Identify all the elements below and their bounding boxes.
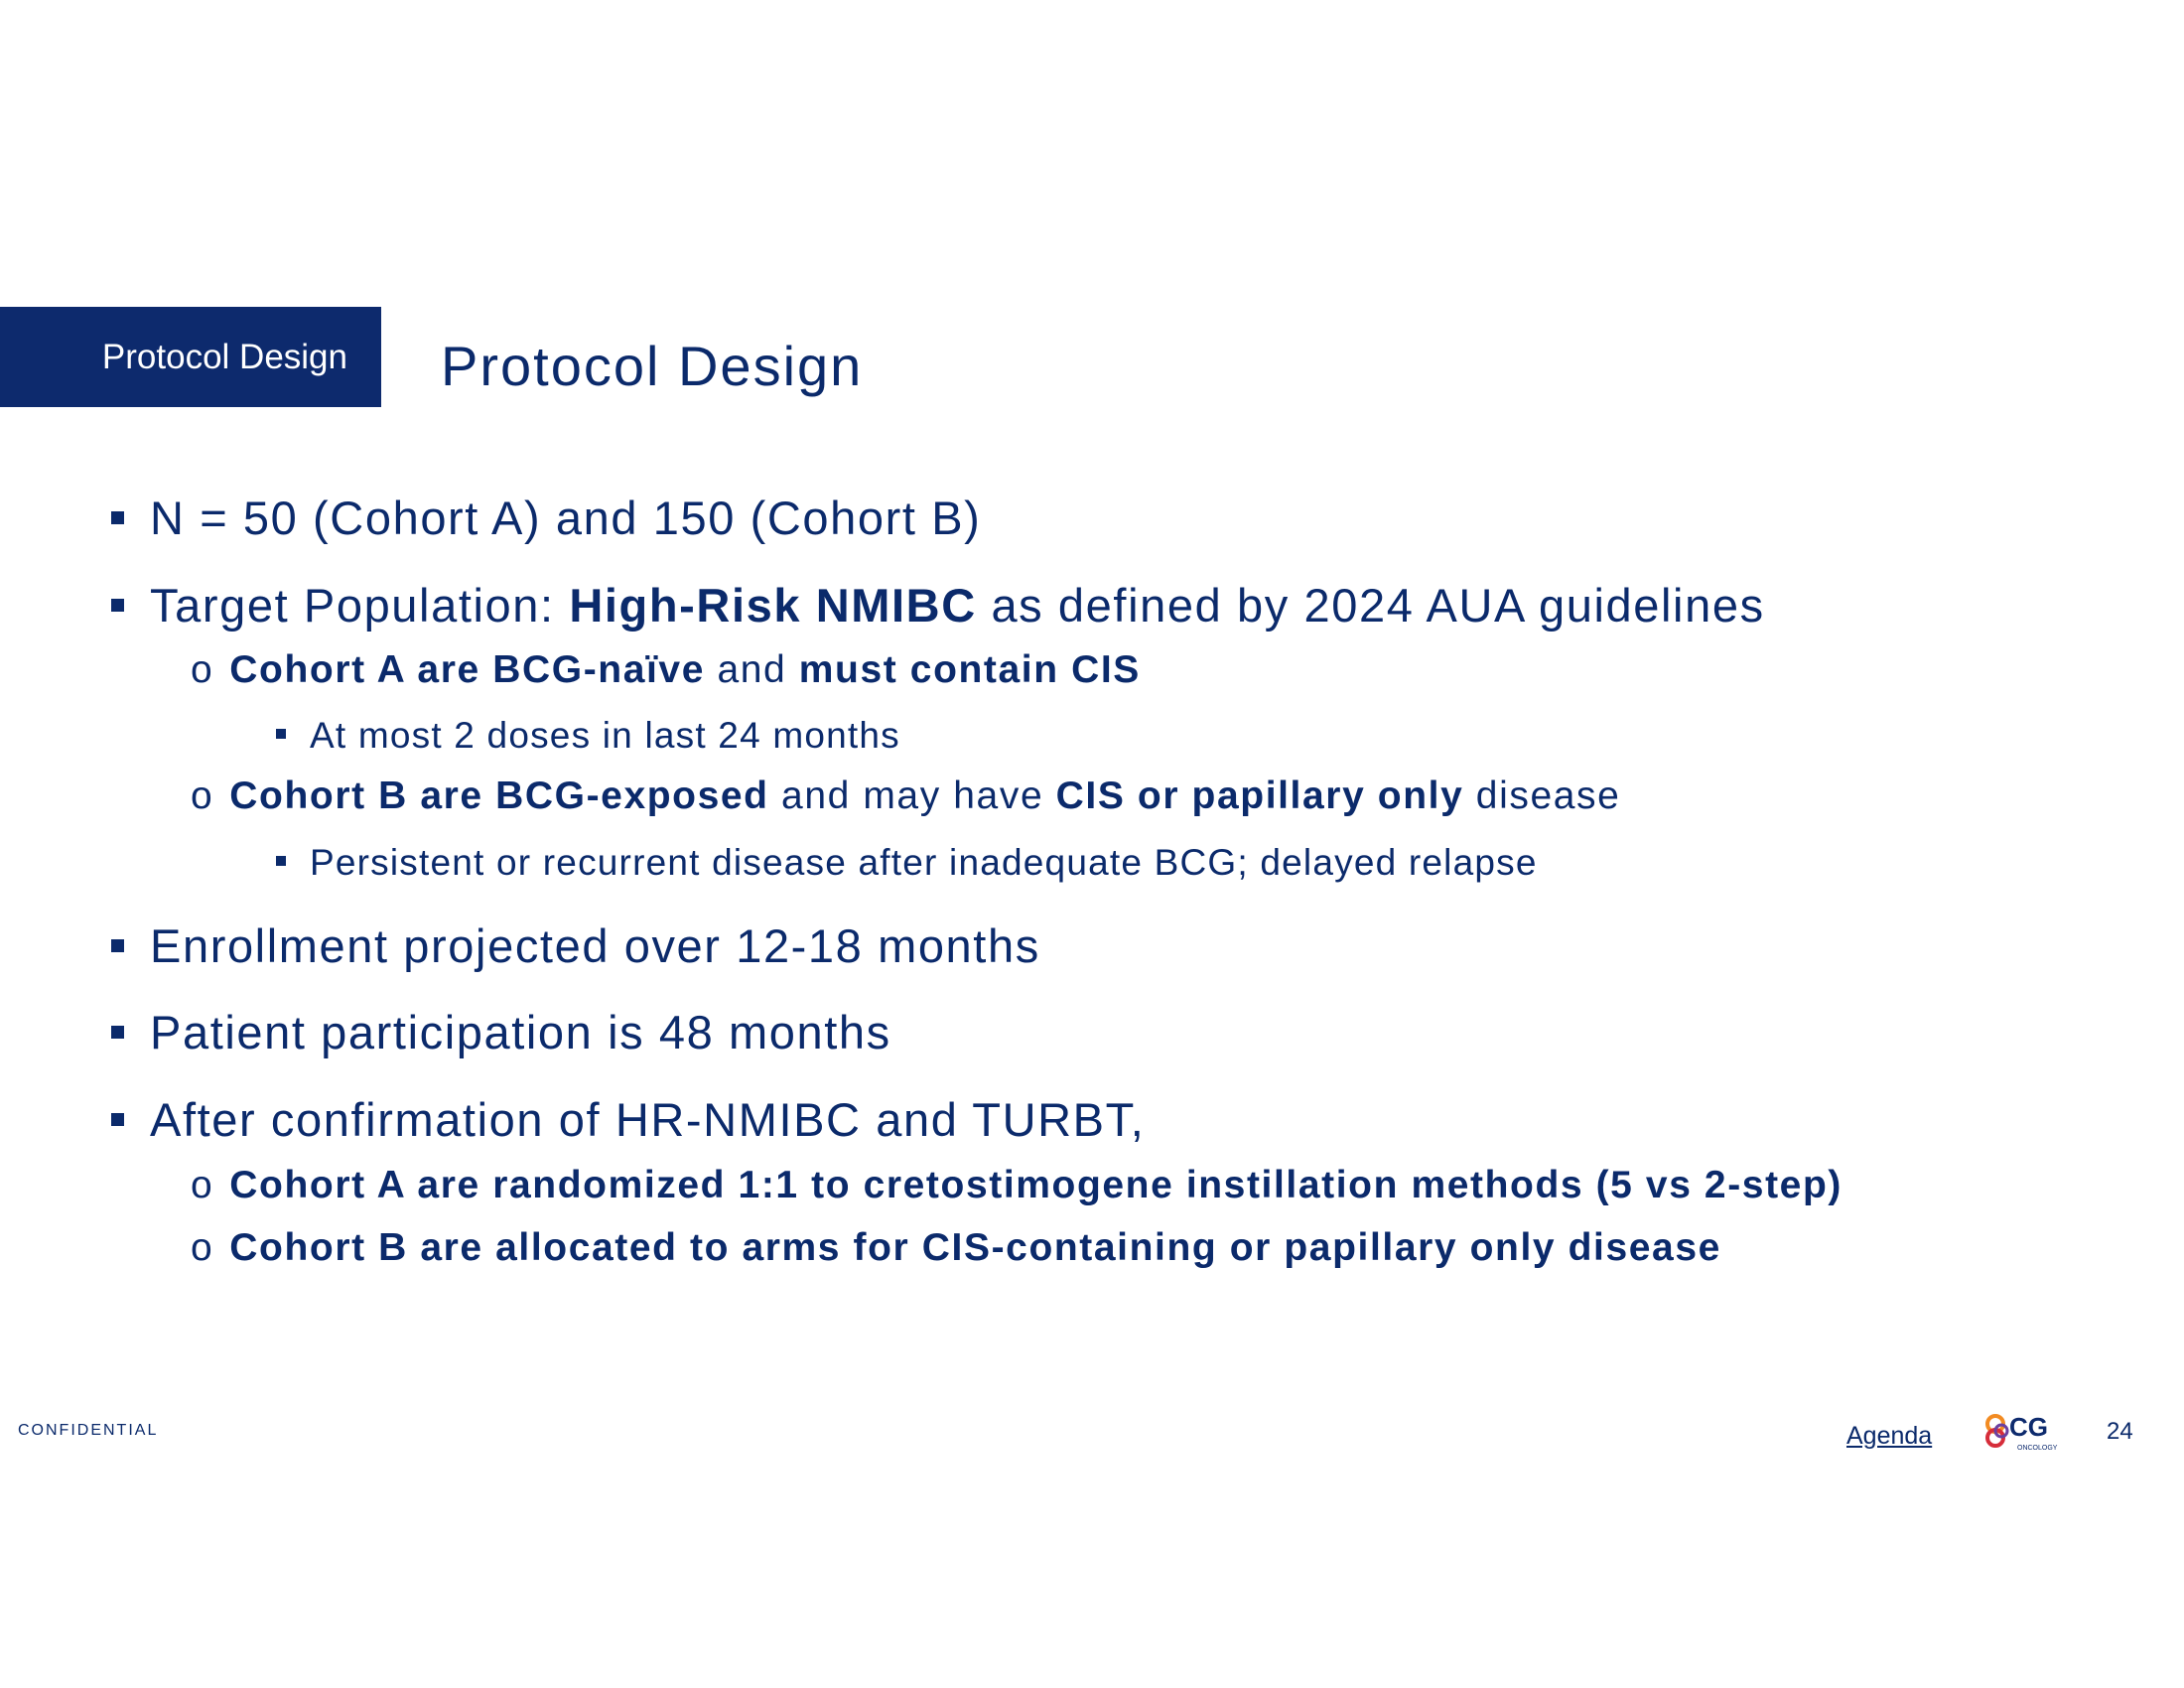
bullet-text-bold: Cohort B are BCG-exposed	[229, 774, 769, 817]
bullet-level1	[111, 578, 1765, 633]
bullet-square-marker	[111, 1026, 124, 1039]
bullet-text-bold: High-Risk NMIBC	[569, 579, 977, 632]
section-tab	[0, 307, 381, 407]
bullet-text: and	[705, 648, 799, 691]
bullet-level2	[191, 1226, 1721, 1270]
bullet-text: After confirmation of HR-NMIBC and TURBT,	[150, 1093, 1146, 1146]
bullet-level1	[111, 918, 1040, 973]
bullet-circle-marker: o	[191, 1226, 214, 1269]
bullet-text-bold: Cohort A are BCG-naïve	[229, 648, 706, 691]
bullet-square-marker	[276, 729, 286, 739]
page-title: Protocol Design	[441, 335, 864, 397]
bullet-text-bold: CIS or papillary only	[1055, 774, 1464, 817]
bullet-square-marker	[111, 511, 124, 524]
bullet-square-marker	[276, 856, 286, 866]
bullet-circle-marker: o	[191, 1164, 214, 1206]
bullet-level1	[111, 1092, 1145, 1147]
bullet-square-marker	[111, 1113, 124, 1126]
page-number: 24	[2107, 1418, 2133, 1445]
bullet-level2	[191, 774, 1620, 818]
bullet-circle-marker: o	[191, 648, 214, 691]
bullet-square-marker	[111, 599, 124, 612]
confidential-label: CONFIDENTIAL	[18, 1422, 159, 1439]
bullet-text: Target Population:	[150, 579, 570, 632]
bullet-text-bold: must contain CIS	[798, 648, 1141, 691]
bullet-level3	[276, 842, 1538, 884]
bullet-text-bold: Cohort A are randomized 1:1 to cretostimogene instillation methods (5 vs 2-step)	[229, 1164, 1843, 1206]
bullet-circle-marker: o	[191, 774, 214, 817]
logo-text: CG	[2009, 1412, 2048, 1442]
agenda-link[interactable]: Agenda	[1846, 1422, 1933, 1450]
bullet-text: and may have	[768, 774, 1056, 817]
bullet-text: Enrollment projected over 12-18 months	[150, 919, 1040, 972]
bullet-text: disease	[1463, 774, 1621, 817]
bullet-text: At most 2 doses in last 24 months	[310, 715, 900, 756]
bullet-level2	[191, 648, 1141, 692]
bullet-level2	[191, 1164, 1843, 1207]
bullet-text: as defined by 2024 AUA guidelines	[976, 579, 1765, 632]
bullet-text: Patient participation is 48 months	[150, 1006, 891, 1058]
logo-subtext: ONCOLOGY	[2017, 1445, 2058, 1452]
bullet-text: N = 50 (Cohort A) and 150 (Cohort B)	[150, 492, 982, 544]
bullet-level1	[111, 491, 981, 545]
bullet-square-marker	[111, 939, 124, 952]
bullet-level3	[276, 715, 900, 757]
section-tab-label: Protocol Design	[101, 337, 347, 376]
bullet-text: Persistent or recurrent disease after inadequate BCG; delayed relapse	[310, 842, 1538, 883]
bullet-level1	[111, 1005, 891, 1059]
cg-oncology-logo	[1981, 1410, 2077, 1458]
bullet-text-bold: Cohort B are allocated to arms for CIS-containing or papillary only disease	[229, 1226, 1721, 1269]
